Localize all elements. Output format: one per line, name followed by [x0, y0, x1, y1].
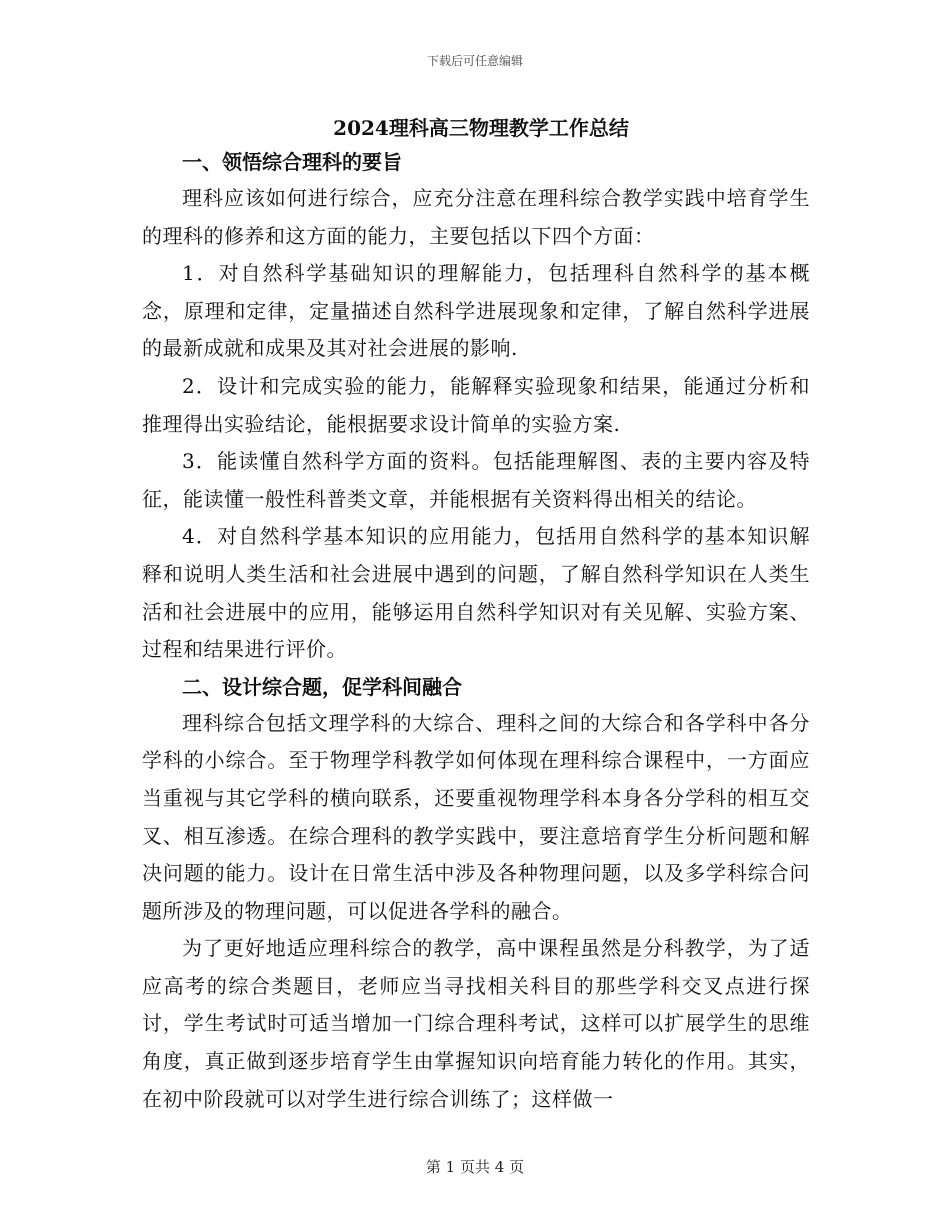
paragraph: 3．能读懂自然科学方面的资料。包括能理解图、表的主要内容及特征，能读懂一般性科普类文章，并能根据有关资料得出相关的结论。 — [142, 449, 810, 511]
paragraph: 理科应该如何进行综合，应充分注意在理科综合教学实践中培育学生的理科的修养和这方面的能力，主要包括以下四个方面： — [142, 186, 810, 248]
paragraph: 为了更好地适应理科综合的教学，高中课程虽然是分科教学，为了适应高考的综合类题目，老师应当寻找相关科目的那些学科交叉点进行探讨，学生考试时可适当增加一门综合理科考试，这样可以扩展学生的思维角度，真正做到逐步培育学生由掌握知识向培育能力转化的作用。其实，在初中阶段就可以对学生进行综合训练了；这样做一 — [142, 936, 810, 1111]
section-heading: 一、领悟综合理科的要旨 — [182, 150, 402, 174]
paragraph: 4．对自然科学基本知识的应用能力，包括用自然科学的基本知识解释和说明人类生活和社会进展中遇到的问题，了解自然科学知识在人类生活和社会进展中的应用，能够运用自然科学知识对有关见解、实验方案、过程和结果进行评价。 — [142, 524, 810, 662]
section-2 — [142, 669, 810, 1119]
paragraph: 2．设计和完成实验的能力，能解释实验现象和结果，能通过分析和推理得出实验结论，能根据要求设计简单的实验方案. — [142, 373, 810, 436]
page-footer: 第 1 页共 4 页 — [425, 1158, 525, 1176]
page-header: 下载后可任意编辑 — [426, 54, 523, 68]
paragraph: 1．对自然科学基础知识的理解能力，包括理科自然科学的基本概念，原理和定律，定量描述自然科学进展现象和定律，了解自然科学进展的最新成就和成果及其对社会进展的影响. — [142, 261, 810, 361]
section-heading: 二、设计综合题，促学科间融合 — [182, 674, 462, 699]
document-title: 2024理科高三物理教学工作总结 — [333, 116, 629, 140]
paragraph: 理科综合包括文理学科的大综合、理科之间的大综合和各学科中各分学科的小综合。至于物理学科教学如何体现在理科综合课程中，一方面应当重视与其它学科的横向联系，还要重视物理学科本身各分学科的相互交叉、相互渗透。在综合理科的教学实践中，要注意培育学生分析问题和解决问题的能力。设计在日常生活中涉及各种物理问题，以及多学科综合问题所涉及的物理问题，可以促进各学科的融合。 — [142, 710, 810, 923]
document-body — [142, 112, 810, 1118]
section-1 — [142, 144, 810, 669]
